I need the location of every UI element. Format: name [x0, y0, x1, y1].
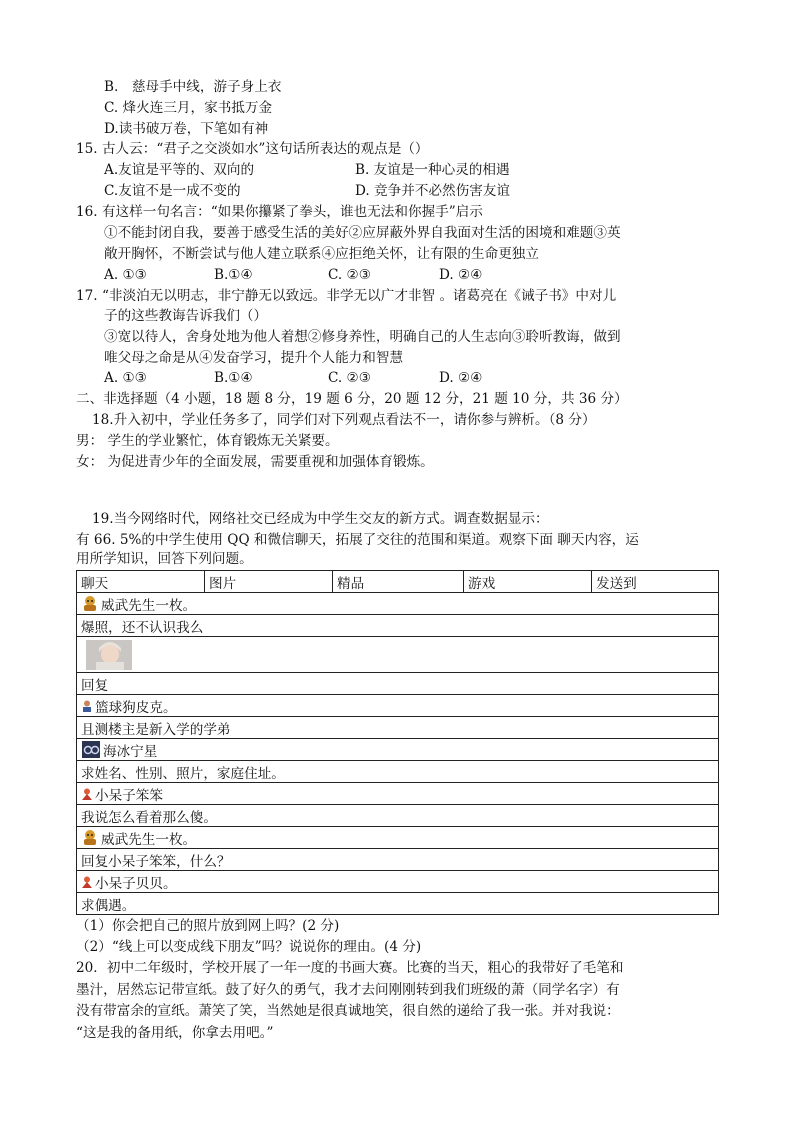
gold-figure-icon — [81, 829, 99, 846]
chat-text: 小呆子笨笨 — [95, 787, 163, 804]
chat-header-row — [77, 571, 718, 593]
q17-option-c: C. ②③ — [328, 370, 371, 386]
q19-part-1: （1）你会把自己的照片放到网上吗？(2 分) — [76, 918, 340, 934]
chat-row — [77, 849, 718, 871]
question-17: 17. “非淡泊无以明志，非宁静无以致远。非学无以广才非智 。诸葛亮在《诫子书》中对儿 — [76, 288, 617, 304]
question-15: 15. 古人云：“君子之交淡如水”这句话所表达的观点是（） — [76, 141, 429, 157]
chat-cell — [77, 827, 196, 848]
chat-cell — [77, 695, 177, 716]
q15-option-d: D. 竞争并不必然伤害友谊 — [355, 183, 510, 199]
q18-male-view: 男： 学生的学业繁忙，体育锻炼无关紧要。 — [76, 433, 339, 449]
q16-statements-1: ①不能封闭自我，要善于感受生活的美好②应屏蔽外界自我面对生活的困境和难题③英 — [104, 225, 621, 241]
chat-cell — [77, 593, 196, 614]
question-17-cont: 子的这些教诲告诉我们（） — [104, 308, 268, 324]
q16-option-d: D. ②④ — [439, 267, 483, 283]
chat-row — [77, 673, 718, 695]
question-20-line3: 没有带富余的宣纸。萧笑了笑，当然她是很真诚地笑，很自然的递给了我一张。并对我说： — [76, 1003, 620, 1019]
person-icon — [81, 700, 93, 712]
chat-text: 且测楼主是新入学的学弟 — [81, 721, 231, 738]
header-pictures: 图片 — [205, 571, 333, 592]
chat-text: 海冰宁星 — [103, 743, 158, 760]
chat-cell — [77, 637, 132, 672]
chat-text: 求姓名、性别、照片，家庭住址。 — [81, 765, 285, 782]
question-20-line1: 20．初中二年级时，学校开展了一年一度的书画大赛。比赛的当天，粗心的我带好了毛笔和 — [76, 960, 624, 976]
q17-statements-2: 唯父母之命是从④发奋学习，提升个人能力和智慧 — [104, 350, 404, 366]
q16-option-c: C. ②③ — [328, 267, 371, 283]
chat-cell — [77, 783, 163, 804]
question-18: 18.升入初中，学业任务多了，同学们对下列观点看法不一，请你参与辨析。（8 分） — [92, 412, 596, 428]
chat-text: 小呆子贝贝。 — [95, 875, 177, 892]
red-figure-icon — [81, 788, 93, 800]
chat-row — [77, 637, 718, 673]
chat-row — [77, 783, 718, 805]
q18-female-view: 女： 为促进青少年的全面发展，需要重视和加强体育锻炼。 — [76, 454, 434, 470]
q16-option-b: B.①④ — [214, 267, 253, 283]
chat-text: 我说怎么看着那么傻。 — [81, 809, 217, 826]
question-19-line2: 有 66. 5%的中学生使用 QQ 和微信聊天，拓展了交往的范围和渠道。观察下面 聊天内容，运 — [76, 532, 639, 548]
chat-table — [76, 570, 719, 915]
chat-cell — [77, 739, 157, 760]
chat-row — [77, 805, 718, 827]
q16-statements-2: 敞开胸怀，不断尝试与他人建立联系④应拒绝关怀，让有限的生命更独立 — [104, 246, 539, 262]
gold-figure-icon — [81, 595, 99, 612]
red-figure-icon — [81, 876, 93, 888]
q15-option-c: C.友谊不是一成不变的 — [104, 183, 241, 199]
chat-row — [77, 739, 718, 761]
question-20-line2: 墨汁，居然忘记带宣纸。鼓了好久的勇气，我才去问刚刚转到我们班级的萧（同学名字）有 — [76, 982, 620, 998]
chat-row — [77, 893, 718, 914]
option-d-line: D.读书破万卷，下笔如有神 — [104, 121, 269, 137]
question-16: 16. 有这样一句名言：“如果你攥紧了拳头，谁也无法和你握手”启示 — [76, 204, 483, 220]
option-c-line: C. 烽火连三月，家书抵万金 — [104, 100, 273, 116]
chat-text: 回复 — [81, 677, 109, 694]
question-19-line3: 用所学知识，回答下列问题。 — [76, 551, 253, 567]
q17-option-d: D. ②④ — [439, 370, 483, 386]
chat-text: 爆照，还不认识我么 — [81, 619, 204, 636]
header-send-to: 发送到 — [596, 575, 637, 592]
chat-row — [77, 761, 718, 783]
profile-photo — [86, 640, 132, 670]
chat-text: 回复小呆子笨笨，什么？ — [81, 853, 231, 870]
q15-option-a: A.友谊是平等的、双向的 — [104, 162, 255, 178]
chat-text: 篮球狗皮克。 — [95, 699, 177, 716]
question-19: 19.当今网络时代，网络社交已经成为中学生交友的新方式。调查数据显示： — [92, 511, 549, 527]
q16-option-a: A. ①③ — [104, 267, 147, 283]
section-2-heading: 二、非选择题（4 小题，18 题 8 分，19 题 6 分，20 题 12 分，21 题 10 分，共 36 分） — [76, 391, 628, 407]
option-b-line: B. 慈母手中线，游子身上衣 — [104, 79, 282, 95]
q19-part-2: （2）“线上可以变成线下朋友”吗？说说你的理由。(4 分) — [76, 939, 422, 955]
q17-option-a: A. ①③ — [104, 370, 147, 386]
q17-option-b: B.①④ — [214, 370, 253, 386]
header-games: 游戏 — [464, 571, 592, 592]
header-chat: 聊天 — [77, 571, 205, 592]
chat-text: 求偶遇。 — [81, 897, 136, 914]
header-featured: 精品 — [333, 571, 464, 592]
chat-row — [77, 615, 718, 637]
chat-text: 威武先生一枚。 — [101, 831, 197, 848]
chat-row — [77, 871, 718, 893]
chat-cell — [77, 871, 177, 892]
q15-option-b: B. 友谊是一种心灵的相遇 — [355, 162, 510, 178]
chat-row — [77, 593, 718, 615]
question-20-line4: “这是我的备用纸，你拿去用吧。” — [76, 1025, 274, 1041]
chat-text: 威武先生一枚。 — [101, 597, 197, 614]
chat-row — [77, 695, 718, 717]
chat-row — [77, 717, 718, 739]
q17-statements-1: ③宽以待人，舍身处地为他人着想②修身养性，明确自己的人生志向③聆听教诲，做到 — [104, 329, 621, 345]
chat-row — [77, 827, 718, 849]
glasses-icon — [81, 741, 101, 758]
